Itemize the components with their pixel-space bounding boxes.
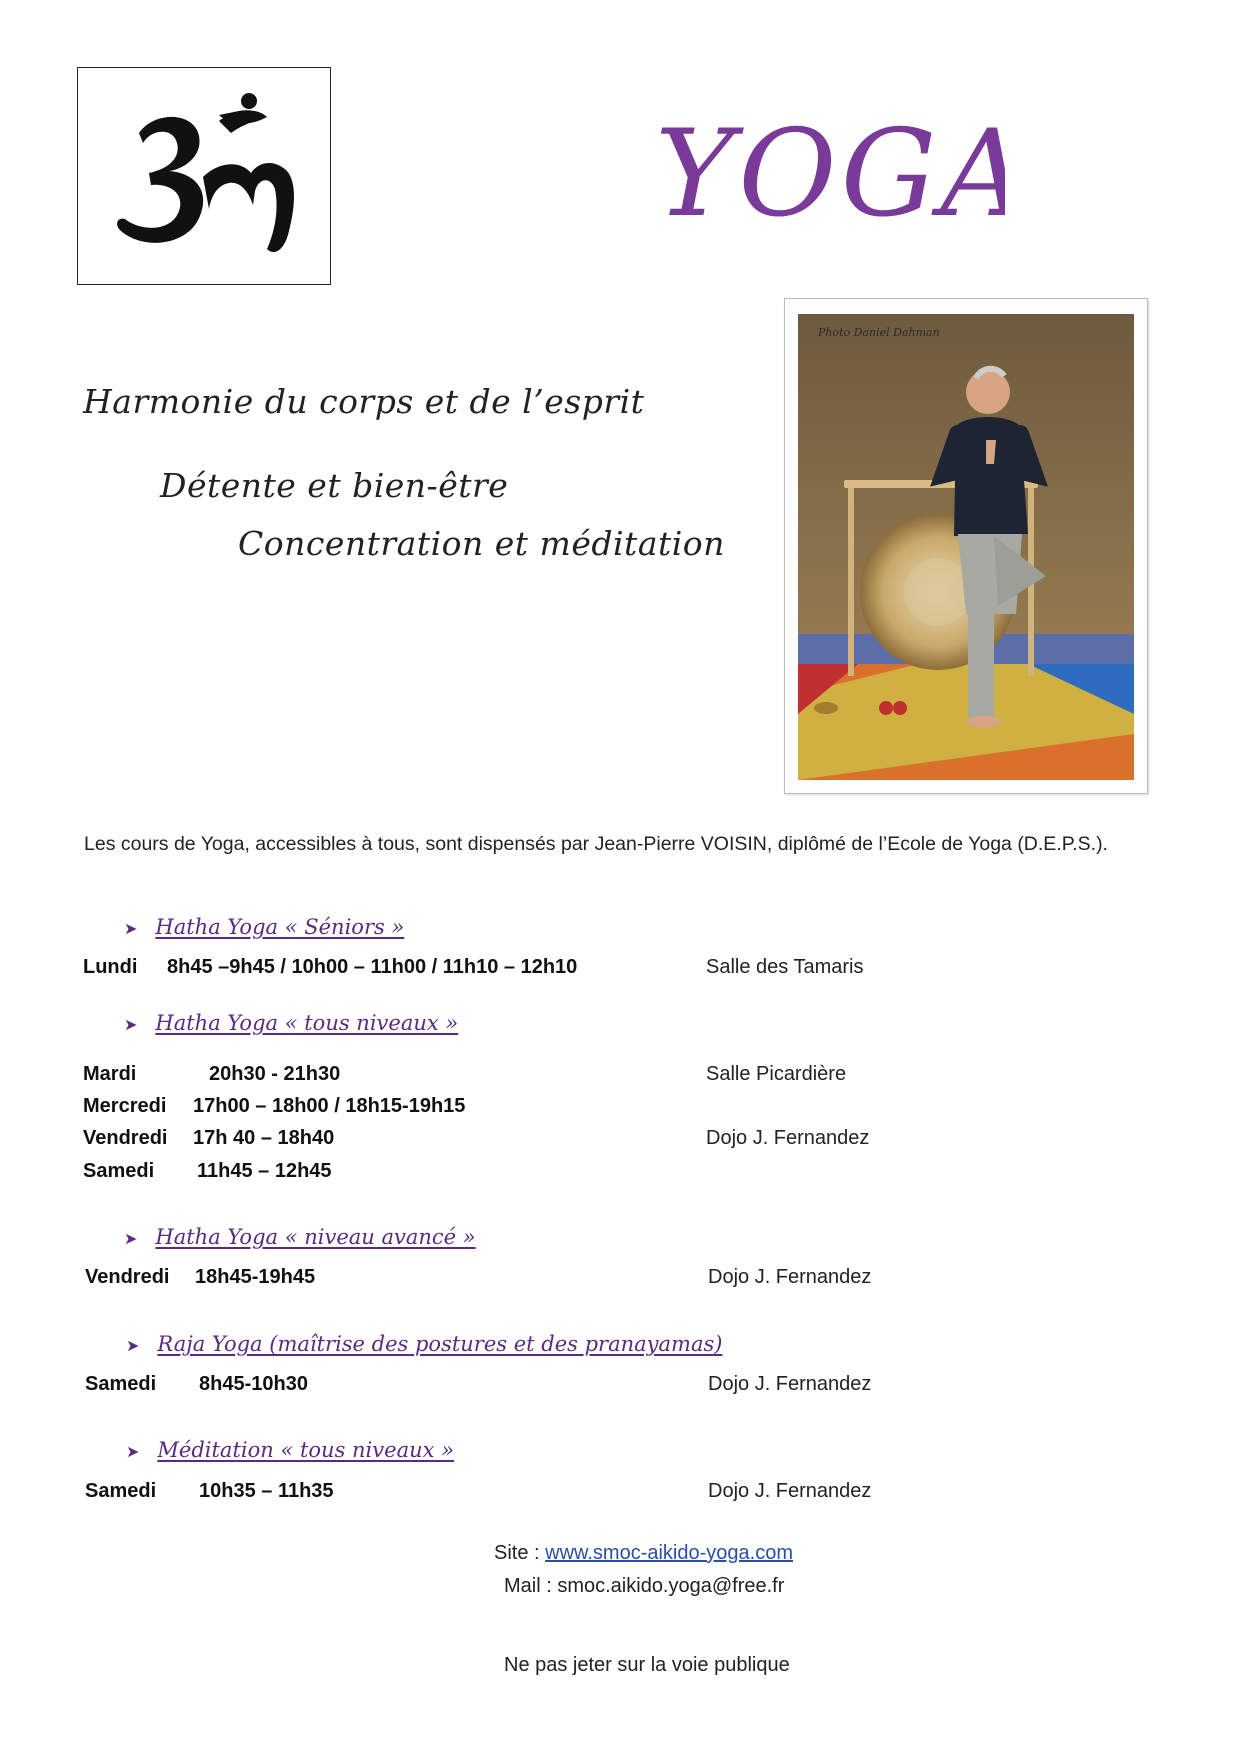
schedule-row [85, 1480, 334, 1503]
yoga-practitioner-photo [798, 314, 1134, 780]
schedule-row [83, 1127, 334, 1150]
schedule-time: 20h30 - 21h30 [209, 1063, 341, 1085]
tagline-harmonie: Harmonie du corps et de l’esprit [83, 382, 645, 421]
section-title: Méditation « tous niveaux » [157, 1438, 454, 1462]
schedule-time: 10h35 – 11h35 [199, 1480, 334, 1502]
yoga-title [645, 90, 1005, 260]
schedule-venue: Dojo J. Fernandez [708, 1373, 872, 1395]
section-title: Raja Yoga (maîtrise des postures et des pranayamas) [157, 1332, 723, 1356]
section-meditation [126, 1438, 454, 1462]
notice-line: Ne pas jeter sur la voie publique [504, 1654, 790, 1676]
schedule-venue: Salle Picardière [706, 1063, 847, 1085]
schedule-time: 17h00 – 18h00 / 18h15-19h15 [193, 1095, 466, 1117]
om-logo [77, 67, 331, 285]
section-title: Hatha Yoga « Séniors » [155, 915, 405, 939]
intro-text: Les cours de Yoga, accessibles à tous, sont dispensés par Jean-Pierre VOISIN, diplômé de l’Ecole de Yoga (D.E.P.S.). [84, 833, 1108, 855]
tagline-concentration: Concentration et méditation [238, 524, 725, 563]
schedule-time: 8h45 –9h45 / 10h00 – 11h00 / 11h10 – 12h10 [167, 956, 578, 978]
schedule-venue: Salle des Tamaris [706, 956, 864, 978]
arrow-icon: ➤ [124, 919, 138, 938]
site-line [494, 1542, 793, 1565]
schedule-venue: Dojo J. Fernandez [708, 1266, 872, 1288]
arrow-icon: ➤ [124, 1015, 138, 1034]
schedule-row [83, 1063, 340, 1086]
schedule-time: 17h 40 – 18h40 [193, 1127, 335, 1149]
schedule-day: Vendredi [85, 1266, 170, 1288]
photo-frame [784, 298, 1148, 794]
schedule-row [83, 1095, 465, 1118]
section-title: Hatha Yoga « tous niveaux » [155, 1011, 459, 1035]
schedule-venue: Dojo J. Fernandez [708, 1480, 872, 1502]
schedule-day: Lundi [83, 956, 138, 978]
schedule-time: 8h45-10h30 [199, 1373, 308, 1395]
schedule-row [83, 1160, 332, 1183]
section-raja-yoga [126, 1332, 722, 1356]
arrow-icon: ➤ [124, 1229, 138, 1248]
schedule-time: 11h45 – 12h45 [197, 1160, 332, 1182]
schedule-row [85, 1266, 315, 1289]
section-hatha-seniors [124, 915, 404, 939]
yoga-title-text: YOGA [655, 105, 1005, 244]
om-symbol-icon [99, 81, 309, 271]
schedule-day: Samedi [83, 1160, 155, 1182]
yoga-calligraphy [645, 90, 1005, 260]
tagline-detente: Détente et bien-être [160, 466, 509, 505]
schedule-day: Mardi [83, 1063, 137, 1085]
arrow-icon: ➤ [126, 1442, 140, 1461]
schedule-day: Vendredi [83, 1127, 168, 1149]
schedule-day: Mercredi [83, 1095, 167, 1117]
section-title: Hatha Yoga « niveau avancé » [155, 1225, 476, 1249]
section-hatha-niveau-avance [124, 1225, 476, 1249]
mail-line: Mail : smoc.aikido.yoga@free.fr [504, 1575, 785, 1597]
schedule-venue: Dojo J. Fernandez [706, 1127, 870, 1149]
site-label: Site : [494, 1542, 546, 1564]
schedule-day: Samedi [85, 1373, 157, 1395]
site-link[interactable]: www.smoc-aikido-yoga.com [545, 1542, 793, 1564]
schedule-day: Samedi [85, 1480, 157, 1502]
section-hatha-tous-niveaux [124, 1011, 458, 1035]
arrow-icon: ➤ [126, 1336, 140, 1355]
schedule-time: 18h45-19h45 [195, 1266, 316, 1288]
schedule-row [85, 1373, 308, 1396]
photo-watermark: Photo Daniel Dahman [818, 326, 940, 339]
schedule-row [83, 956, 577, 979]
